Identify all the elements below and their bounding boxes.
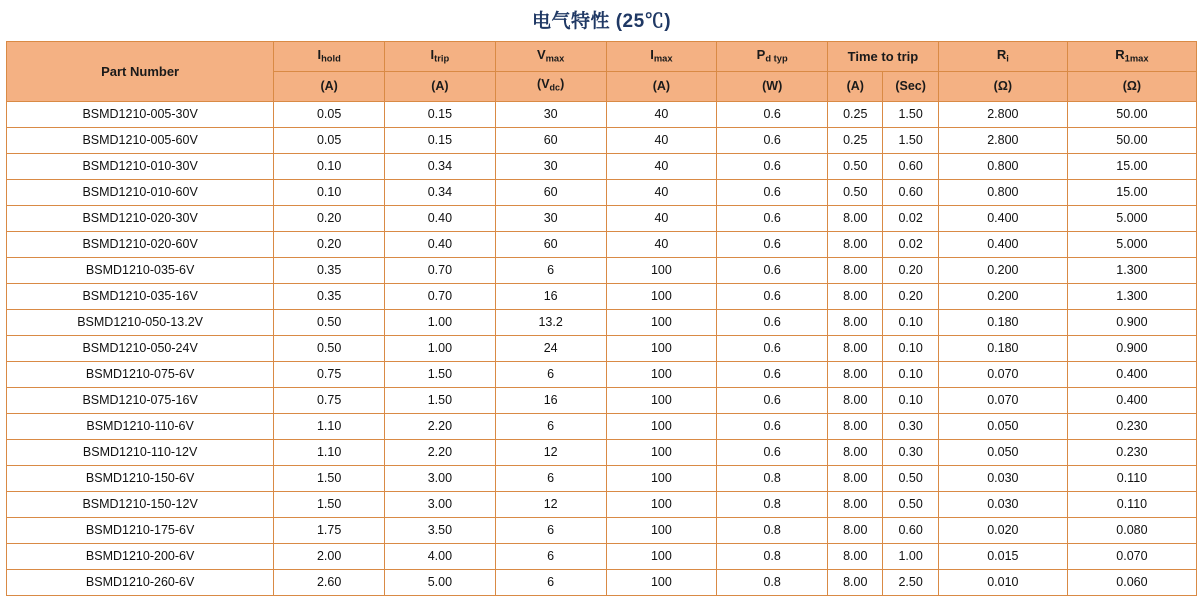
- cell-imax: 40: [606, 127, 717, 153]
- cell-itrip: 1.50: [385, 361, 496, 387]
- cell-r1max: 0.080: [1067, 517, 1196, 543]
- cell-itrip: 2.20: [385, 413, 496, 439]
- cell-time-to-trip-current: 8.00: [828, 387, 883, 413]
- cell-ri: 0.050: [938, 439, 1067, 465]
- cell-pd-typ: 0.6: [717, 153, 828, 179]
- cell-pd-typ: 0.6: [717, 179, 828, 205]
- cell-itrip: 3.00: [385, 491, 496, 517]
- cell-vmax: 6: [495, 569, 606, 595]
- cell-part-number: BSMD1210-150-12V: [7, 491, 274, 517]
- cell-itrip: 1.50: [385, 387, 496, 413]
- cell-r1max: 0.110: [1067, 465, 1196, 491]
- table-header: [7, 42, 1197, 102]
- cell-time-to-trip-seconds: 0.10: [883, 335, 938, 361]
- cell-ihold: 0.50: [274, 335, 385, 361]
- cell-pd-typ: 0.8: [717, 569, 828, 595]
- cell-time-to-trip-seconds: 0.10: [883, 309, 938, 335]
- cell-ihold: 0.75: [274, 361, 385, 387]
- column-header-imax: $I_{max}$: [606, 42, 717, 72]
- cell-time-to-trip-seconds: 0.60: [883, 153, 938, 179]
- cell-vmax: 12: [495, 439, 606, 465]
- electrical-characteristics-table: [6, 41, 1197, 596]
- unit-header-pd-typ: (W): [717, 72, 828, 101]
- cell-pd-typ: 0.6: [717, 283, 828, 309]
- table-row: [7, 179, 1197, 205]
- table-row: [7, 543, 1197, 569]
- cell-itrip: 1.00: [385, 309, 496, 335]
- unit-header-time-to-trip-seconds: (Sec): [883, 72, 938, 101]
- column-header-r1max: $R_{1max}$: [1067, 42, 1196, 72]
- cell-part-number: BSMD1210-075-6V: [7, 361, 274, 387]
- cell-ihold: 1.75: [274, 517, 385, 543]
- cell-vmax: 6: [495, 257, 606, 283]
- cell-time-to-trip-seconds: 2.50: [883, 569, 938, 595]
- cell-time-to-trip-current: 8.00: [828, 335, 883, 361]
- cell-vmax: 13.2: [495, 309, 606, 335]
- cell-pd-typ: 0.6: [717, 335, 828, 361]
- cell-time-to-trip-current: 0.25: [828, 101, 883, 127]
- cell-imax: 100: [606, 543, 717, 569]
- cell-vmax: 60: [495, 231, 606, 257]
- column-header-ihold: $I_{hold}$: [274, 42, 385, 72]
- cell-r1max: 0.110: [1067, 491, 1196, 517]
- cell-time-to-trip-seconds: 0.10: [883, 361, 938, 387]
- cell-itrip: 0.15: [385, 101, 496, 127]
- table-row: [7, 439, 1197, 465]
- table-row: [7, 335, 1197, 361]
- cell-pd-typ: 0.8: [717, 543, 828, 569]
- table-row: [7, 309, 1197, 335]
- cell-ri: 0.010: [938, 569, 1067, 595]
- cell-pd-typ: 0.8: [717, 517, 828, 543]
- table-row: [7, 257, 1197, 283]
- cell-part-number: BSMD1210-110-12V: [7, 439, 274, 465]
- cell-ri: 0.200: [938, 257, 1067, 283]
- cell-itrip: 0.70: [385, 257, 496, 283]
- unit-header-time-to-trip-current: (A): [828, 72, 883, 101]
- cell-part-number: BSMD1210-005-30V: [7, 101, 274, 127]
- cell-vmax: 60: [495, 127, 606, 153]
- cell-ihold: 1.50: [274, 491, 385, 517]
- cell-imax: 40: [606, 205, 717, 231]
- cell-r1max: 1.300: [1067, 283, 1196, 309]
- cell-vmax: 6: [495, 361, 606, 387]
- cell-itrip: 3.50: [385, 517, 496, 543]
- cell-time-to-trip-seconds: 0.60: [883, 179, 938, 205]
- cell-time-to-trip-current: 0.50: [828, 179, 883, 205]
- cell-vmax: 6: [495, 413, 606, 439]
- cell-part-number: BSMD1210-075-16V: [7, 387, 274, 413]
- cell-time-to-trip-seconds: 0.30: [883, 413, 938, 439]
- spec-table-container: [0, 41, 1203, 596]
- unit-header-vmax: $(V_{dc})$: [495, 72, 606, 101]
- cell-time-to-trip-seconds: 0.50: [883, 491, 938, 517]
- cell-imax: 100: [606, 569, 717, 595]
- unit-header-ri: (Ω): [938, 72, 1067, 101]
- cell-ihold: 0.05: [274, 127, 385, 153]
- unit-header-ihold: (A): [274, 72, 385, 101]
- cell-imax: 100: [606, 465, 717, 491]
- cell-vmax: 6: [495, 465, 606, 491]
- cell-r1max: 0.400: [1067, 361, 1196, 387]
- cell-pd-typ: 0.8: [717, 491, 828, 517]
- table-row: [7, 517, 1197, 543]
- cell-ihold: 1.10: [274, 413, 385, 439]
- table-body: [7, 101, 1197, 595]
- cell-ihold: 0.20: [274, 205, 385, 231]
- cell-pd-typ: 0.6: [717, 101, 828, 127]
- cell-part-number: BSMD1210-175-6V: [7, 517, 274, 543]
- cell-itrip: 3.00: [385, 465, 496, 491]
- table-row: [7, 205, 1197, 231]
- cell-vmax: 16: [495, 283, 606, 309]
- cell-imax: 100: [606, 439, 717, 465]
- table-row: [7, 283, 1197, 309]
- cell-vmax: 30: [495, 205, 606, 231]
- cell-r1max: 15.00: [1067, 179, 1196, 205]
- cell-vmax: 24: [495, 335, 606, 361]
- cell-vmax: 6: [495, 543, 606, 569]
- column-header-itrip: $I_{trip}$: [385, 42, 496, 72]
- cell-r1max: 0.230: [1067, 413, 1196, 439]
- cell-time-to-trip-seconds: 0.20: [883, 257, 938, 283]
- cell-ihold: 0.50: [274, 309, 385, 335]
- cell-r1max: 0.900: [1067, 335, 1196, 361]
- cell-r1max: 5.000: [1067, 231, 1196, 257]
- table-header-group-row: [7, 42, 1197, 72]
- cell-itrip: 0.70: [385, 283, 496, 309]
- cell-imax: 40: [606, 101, 717, 127]
- cell-ihold: 0.20: [274, 231, 385, 257]
- cell-time-to-trip-current: 8.00: [828, 517, 883, 543]
- cell-time-to-trip-current: 8.00: [828, 257, 883, 283]
- cell-vmax: 6: [495, 517, 606, 543]
- table-row: [7, 387, 1197, 413]
- unit-header-r1max: (Ω): [1067, 72, 1196, 101]
- cell-r1max: 15.00: [1067, 153, 1196, 179]
- cell-ri: 0.180: [938, 309, 1067, 335]
- table-row: [7, 465, 1197, 491]
- cell-time-to-trip-seconds: 0.02: [883, 231, 938, 257]
- cell-vmax: 30: [495, 101, 606, 127]
- column-header-part-number: Part Number: [7, 42, 274, 102]
- cell-pd-typ: 0.8: [717, 465, 828, 491]
- cell-pd-typ: 0.6: [717, 309, 828, 335]
- cell-time-to-trip-seconds: 1.50: [883, 101, 938, 127]
- cell-time-to-trip-current: 8.00: [828, 205, 883, 231]
- cell-ri: 0.020: [938, 517, 1067, 543]
- cell-ri: 2.800: [938, 101, 1067, 127]
- cell-time-to-trip-current: 8.00: [828, 543, 883, 569]
- cell-time-to-trip-current: 8.00: [828, 231, 883, 257]
- cell-r1max: 0.060: [1067, 569, 1196, 595]
- cell-part-number: BSMD1210-260-6V: [7, 569, 274, 595]
- cell-part-number: BSMD1210-005-60V: [7, 127, 274, 153]
- cell-imax: 40: [606, 179, 717, 205]
- cell-pd-typ: 0.6: [717, 127, 828, 153]
- cell-imax: 100: [606, 361, 717, 387]
- column-header-pd-typ: $P_{d typ}$: [717, 42, 828, 72]
- cell-pd-typ: 0.6: [717, 257, 828, 283]
- cell-ihold: 0.10: [274, 153, 385, 179]
- cell-ri: 0.200: [938, 283, 1067, 309]
- cell-part-number: BSMD1210-200-6V: [7, 543, 274, 569]
- cell-time-to-trip-current: 8.00: [828, 309, 883, 335]
- cell-pd-typ: 0.6: [717, 205, 828, 231]
- cell-ri: 0.015: [938, 543, 1067, 569]
- cell-ri: 0.030: [938, 465, 1067, 491]
- cell-ihold: 0.05: [274, 101, 385, 127]
- cell-vmax: 12: [495, 491, 606, 517]
- cell-ihold: 1.50: [274, 465, 385, 491]
- cell-ri: 0.180: [938, 335, 1067, 361]
- cell-time-to-trip-seconds: 0.30: [883, 439, 938, 465]
- cell-vmax: 16: [495, 387, 606, 413]
- cell-time-to-trip-seconds: 0.60: [883, 517, 938, 543]
- cell-imax: 100: [606, 309, 717, 335]
- cell-pd-typ: 0.6: [717, 413, 828, 439]
- cell-itrip: 0.40: [385, 205, 496, 231]
- column-header-ri: $R_i$: [938, 42, 1067, 72]
- cell-ihold: 0.75: [274, 387, 385, 413]
- cell-pd-typ: 0.6: [717, 231, 828, 257]
- cell-part-number: BSMD1210-050-13.2V: [7, 309, 274, 335]
- cell-time-to-trip-current: 0.25: [828, 127, 883, 153]
- column-header-time-to-trip: Time to trip: [828, 42, 939, 72]
- cell-imax: 100: [606, 517, 717, 543]
- cell-r1max: 0.230: [1067, 439, 1196, 465]
- cell-itrip: 0.15: [385, 127, 496, 153]
- cell-ri: 0.070: [938, 387, 1067, 413]
- table-row: [7, 361, 1197, 387]
- cell-part-number: BSMD1210-020-60V: [7, 231, 274, 257]
- table-row: [7, 491, 1197, 517]
- cell-imax: 100: [606, 283, 717, 309]
- cell-time-to-trip-seconds: 1.00: [883, 543, 938, 569]
- cell-part-number: BSMD1210-035-16V: [7, 283, 274, 309]
- cell-time-to-trip-current: 8.00: [828, 465, 883, 491]
- cell-ihold: 0.35: [274, 257, 385, 283]
- cell-pd-typ: 0.6: [717, 387, 828, 413]
- cell-time-to-trip-current: 0.50: [828, 153, 883, 179]
- cell-time-to-trip-seconds: 1.50: [883, 127, 938, 153]
- table-row: [7, 231, 1197, 257]
- cell-pd-typ: 0.6: [717, 439, 828, 465]
- cell-ri: 2.800: [938, 127, 1067, 153]
- cell-itrip: 5.00: [385, 569, 496, 595]
- cell-r1max: 50.00: [1067, 101, 1196, 127]
- cell-time-to-trip-seconds: 0.10: [883, 387, 938, 413]
- cell-time-to-trip-current: 8.00: [828, 569, 883, 595]
- unit-header-imax: (A): [606, 72, 717, 101]
- cell-ri: 0.800: [938, 179, 1067, 205]
- cell-part-number: BSMD1210-020-30V: [7, 205, 274, 231]
- cell-time-to-trip-current: 8.00: [828, 283, 883, 309]
- cell-ri: 0.800: [938, 153, 1067, 179]
- cell-pd-typ: 0.6: [717, 361, 828, 387]
- cell-itrip: 0.34: [385, 153, 496, 179]
- cell-imax: 100: [606, 491, 717, 517]
- cell-r1max: 0.400: [1067, 387, 1196, 413]
- cell-ihold: 2.00: [274, 543, 385, 569]
- cell-ihold: 0.35: [274, 283, 385, 309]
- cell-r1max: 1.300: [1067, 257, 1196, 283]
- cell-imax: 40: [606, 153, 717, 179]
- table-row: [7, 101, 1197, 127]
- cell-itrip: 0.34: [385, 179, 496, 205]
- cell-itrip: 1.00: [385, 335, 496, 361]
- cell-part-number: BSMD1210-150-6V: [7, 465, 274, 491]
- cell-vmax: 30: [495, 153, 606, 179]
- cell-vmax: 60: [495, 179, 606, 205]
- cell-imax: 100: [606, 257, 717, 283]
- cell-itrip: 2.20: [385, 439, 496, 465]
- table-row: [7, 569, 1197, 595]
- cell-ihold: 1.10: [274, 439, 385, 465]
- cell-time-to-trip-current: 8.00: [828, 361, 883, 387]
- cell-ihold: 2.60: [274, 569, 385, 595]
- cell-r1max: 0.900: [1067, 309, 1196, 335]
- cell-ri: 0.050: [938, 413, 1067, 439]
- cell-imax: 100: [606, 413, 717, 439]
- column-header-vmax: $V_{max}$: [495, 42, 606, 72]
- cell-itrip: 0.40: [385, 231, 496, 257]
- cell-time-to-trip-current: 8.00: [828, 413, 883, 439]
- table-row: [7, 153, 1197, 179]
- cell-r1max: 5.000: [1067, 205, 1196, 231]
- cell-ihold: 0.10: [274, 179, 385, 205]
- cell-time-to-trip-seconds: 0.20: [883, 283, 938, 309]
- cell-time-to-trip-current: 8.00: [828, 439, 883, 465]
- table-row: [7, 127, 1197, 153]
- cell-part-number: BSMD1210-010-60V: [7, 179, 274, 205]
- cell-r1max: 0.070: [1067, 543, 1196, 569]
- cell-ri: 0.400: [938, 231, 1067, 257]
- cell-ri: 0.400: [938, 205, 1067, 231]
- cell-time-to-trip-seconds: 0.02: [883, 205, 938, 231]
- cell-part-number: BSMD1210-050-24V: [7, 335, 274, 361]
- cell-imax: 40: [606, 231, 717, 257]
- cell-itrip: 4.00: [385, 543, 496, 569]
- page-title: 电气特性 (25℃): [531, 11, 672, 32]
- cell-imax: 100: [606, 387, 717, 413]
- cell-part-number: BSMD1210-110-6V: [7, 413, 274, 439]
- cell-imax: 100: [606, 335, 717, 361]
- cell-ri: 0.070: [938, 361, 1067, 387]
- cell-ri: 0.030: [938, 491, 1067, 517]
- cell-time-to-trip-current: 8.00: [828, 491, 883, 517]
- cell-r1max: 50.00: [1067, 127, 1196, 153]
- table-row: [7, 413, 1197, 439]
- cell-part-number: BSMD1210-035-6V: [7, 257, 274, 283]
- cell-part-number: BSMD1210-010-30V: [7, 153, 274, 179]
- cell-time-to-trip-seconds: 0.50: [883, 465, 938, 491]
- unit-header-itrip: (A): [385, 72, 496, 101]
